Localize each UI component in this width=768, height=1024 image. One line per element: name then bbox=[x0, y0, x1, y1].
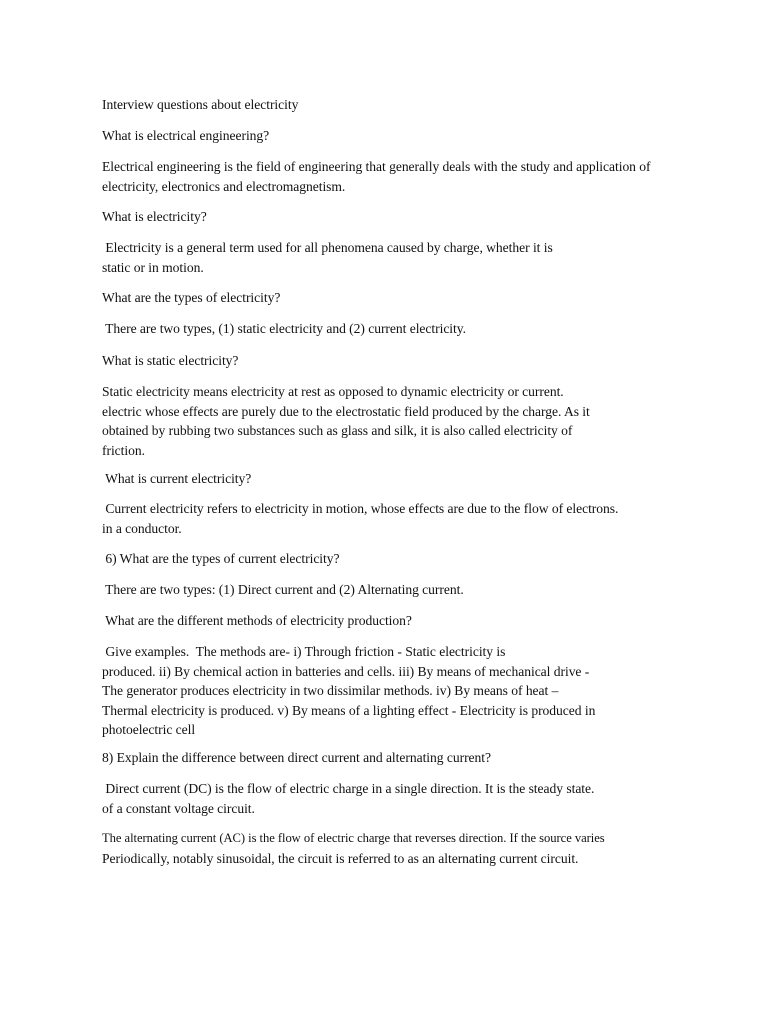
answer-electrical-engineering bbox=[102, 157, 702, 196]
question-static-electricity bbox=[102, 351, 702, 371]
question-line: 6) What are the types of current electricity? bbox=[102, 551, 340, 566]
answer-line: electric whose effects are purely due to the electrostatic field produced by the charge. As it bbox=[102, 403, 590, 419]
question-types-of-electricity bbox=[102, 288, 702, 308]
answer-line: Thermal electricity is produced. v) By means of a lighting effect - Electricity is produced in bbox=[102, 702, 596, 718]
answer-line: obtained by rubbing two substances such as glass and silk, it is also called electricity of bbox=[102, 423, 573, 439]
answer-line: The alternating current (AC) is the flow of electric charge that reverses direction. If the source varies bbox=[102, 831, 605, 845]
answer-line: Current electricity refers to electricity in motion, whose effects are due to the flow of electrons. bbox=[102, 501, 619, 516]
answer-line: static or in motion. bbox=[102, 259, 204, 275]
question-electrical-engineering bbox=[102, 126, 702, 146]
answer-line: There are two types: (1) Direct current and (2) Alternating current. bbox=[102, 582, 464, 597]
question-production-methods bbox=[102, 611, 702, 631]
answer-alternating-current bbox=[102, 829, 702, 868]
answer-direct-current bbox=[102, 779, 702, 818]
answer-types-of-current bbox=[102, 580, 702, 600]
document-title bbox=[102, 95, 702, 115]
question-electricity bbox=[102, 207, 702, 227]
question-line: 8) Explain the difference between direct current and alternating current? bbox=[102, 750, 491, 765]
question-line: What is static electricity? bbox=[102, 353, 239, 368]
answer-current-electricity bbox=[102, 499, 702, 538]
answer-line: Periodically, notably sinusoidal, the circuit is referred to as an alternating current circuit. bbox=[102, 850, 579, 866]
question-line: What are the different methods of electricity production? bbox=[102, 613, 412, 628]
answer-line: produced. ii) By chemical action in batteries and cells. iii) By means of mechanical drive - bbox=[102, 663, 590, 679]
answer-line: electricity, electronics and electromagnetism. bbox=[102, 178, 346, 194]
answer-line: Electrical engineering is the field of engineering that generally deals with the study and application of bbox=[102, 159, 651, 174]
title-line: Interview questions about electricity bbox=[102, 97, 299, 112]
answer-line: There are two types, (1) static electricity and (2) current electricity. bbox=[102, 321, 466, 336]
answer-line: Give examples. The methods are- i) Through friction - Static electricity is bbox=[102, 644, 506, 659]
answer-line: photoelectric cell bbox=[102, 722, 196, 738]
question-line: What is electricity? bbox=[102, 209, 207, 224]
answer-line: friction. bbox=[102, 442, 145, 458]
answer-line: Electricity is a general term used for all phenomena caused by charge, whether it is bbox=[102, 240, 553, 255]
answer-electricity bbox=[102, 238, 702, 277]
question-line: What is electrical engineering? bbox=[102, 128, 270, 143]
answer-static-electricity bbox=[102, 382, 702, 460]
answer-line: Static electricity means electricity at rest as opposed to dynamic electricity or current. bbox=[102, 384, 564, 399]
question-dc-vs-ac bbox=[102, 748, 702, 768]
answer-types-of-electricity bbox=[102, 319, 702, 339]
answer-line: The generator produces electricity in two dissimilar methods. iv) By means of heat – bbox=[102, 683, 559, 699]
question-types-of-current bbox=[102, 549, 702, 569]
question-line: What is current electricity? bbox=[102, 471, 252, 486]
answer-line: Direct current (DC) is the flow of electric charge in a single direction. It is the steady state. bbox=[102, 781, 595, 796]
question-current-electricity bbox=[102, 469, 702, 489]
answer-line: in a conductor. bbox=[102, 520, 182, 536]
answer-production-methods bbox=[102, 642, 702, 740]
question-line: What are the types of electricity? bbox=[102, 290, 281, 305]
answer-line: of a constant voltage circuit. bbox=[102, 800, 255, 816]
